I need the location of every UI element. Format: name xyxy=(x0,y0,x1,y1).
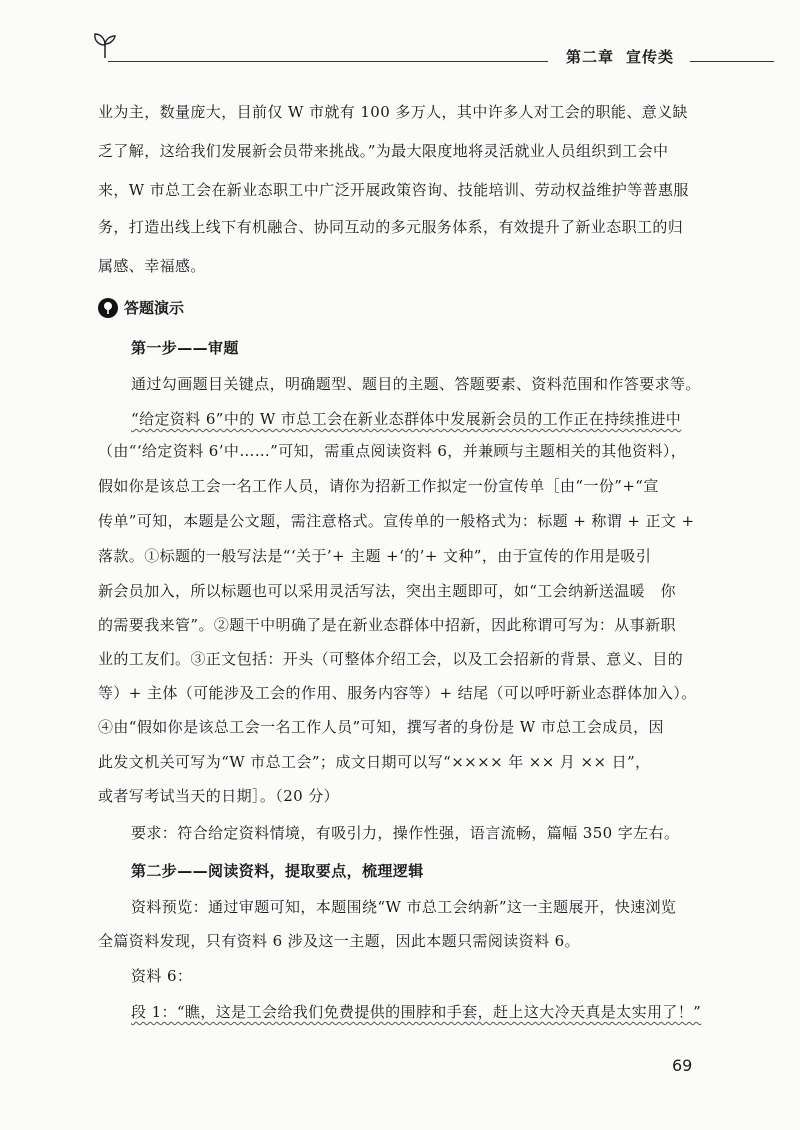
page-number: 69 xyxy=(672,1056,693,1075)
intro-line: 属感、幸福感。 xyxy=(98,257,206,275)
step2-line: 资料预览：通过审题可知，本题围绕“W 市总工会纳新”这一主题展开，快速浏览 xyxy=(131,898,677,916)
step1-line: 落款。①标题的一般写法是“‘关于’+ 主题 +‘的’+ 文种”，由于宣传的作用是吸引 xyxy=(98,547,652,565)
step2-line: 全篇资料发现，只有资料 6 涉及这一主题，因此本题只需阅读资料 6。 xyxy=(98,932,580,950)
step1-line: 业的工友们。③正文包括：开头（可整体介绍工会，以及工会招新的背景、意义、目的 xyxy=(98,650,684,668)
tree-icon xyxy=(98,298,118,318)
intro-line: 业为主，数量庞大，目前仅 W 市就有 100 多万人，其中许多人对工会的职能、意义缺 xyxy=(98,103,688,121)
section-heading xyxy=(98,297,184,318)
step1-line: “给定资料 6”中的 W 市总工会在新业态群体中发展新会员的工作正在持续推进中 xyxy=(131,410,682,428)
step1-line: 此发文机关可写为“W 市总工会”；成文日期可以写“×××× 年 ×× 月 ×× 日”， xyxy=(98,753,651,771)
step1-line: 传单”可知，本题是公文题，需注意格式。宣传单的一般格式为：标题 + 称谓 + 正文 + xyxy=(98,512,695,530)
sprout-icon xyxy=(92,30,118,60)
chapter-label: 第二章 xyxy=(566,48,615,66)
section-label: 宣传类 xyxy=(626,48,675,66)
intro-line: 乏了解，这给我们发展新会员带来挑战。”为最大限度地将灵活就业人员组织到工会中 xyxy=(98,142,669,160)
running-header xyxy=(566,46,674,67)
step1-line: 通过勾画题目关键点，明确题型、题目的主题、答题要素、资料范围和作答要求等。 xyxy=(131,375,701,393)
step1-line: 或者写考试当天的日期］。（20 分） xyxy=(98,787,340,805)
header-rule-right xyxy=(690,61,774,62)
step1-title: 第一步——审题 xyxy=(131,339,239,357)
step1-line: 的需要我来管”。②题干中明确了是在新业态群体中招新，因此称谓可写为：从事新职 xyxy=(98,616,676,634)
intro-line: 来，W 市总工会在新业态职工中广泛开展政策咨询、技能培训、劳动权益维护等普惠服 xyxy=(98,181,689,199)
section-heading-label: 答题演示 xyxy=(124,299,185,317)
step1-line: 新会员加入，所以标题也可以采用灵活写法，突出主题即可，如“工会纳新送温暖 你 xyxy=(98,582,676,600)
material-paragraph-1: 段 1：“瞧，这是工会给我们免费提供的围脖和手套，赶上这大冷天真是太实用了！” xyxy=(131,1003,702,1021)
step1-line: ④由“假如你是该总工会一名工作人员”可知，撰写者的身份是 W 市总工会成员，因 xyxy=(98,718,664,736)
step1-line: 假如你是该总工会一名工作人员，请你为招新工作拟定一份宣传单［由“一份”+“宣 xyxy=(98,477,659,495)
step2-title: 第二步——阅读资料，提取要点，梳理逻辑 xyxy=(131,862,424,880)
material-label: 资料 6： xyxy=(131,967,193,985)
requirement-text: 要求：符合给定资料情境，有吸引力，操作性强，语言流畅，篇幅 350 字左右。 xyxy=(131,824,680,842)
intro-line: 务，打造出线上线下有机融合、协同互动的多元服务体系，有效提升了新业态职工的归 xyxy=(98,218,684,236)
step1-line: （由“‘给定资料 6’中……”可知，需重点阅读资料 6，并兼顾与主题相关的其他资料）， xyxy=(98,442,687,460)
step1-line: 等）+ 主体（可能涉及工会的作用、服务内容等）+ 结尾（可以呼吁新业态群体加入）。 xyxy=(98,684,697,702)
header-rule-left xyxy=(108,61,548,62)
